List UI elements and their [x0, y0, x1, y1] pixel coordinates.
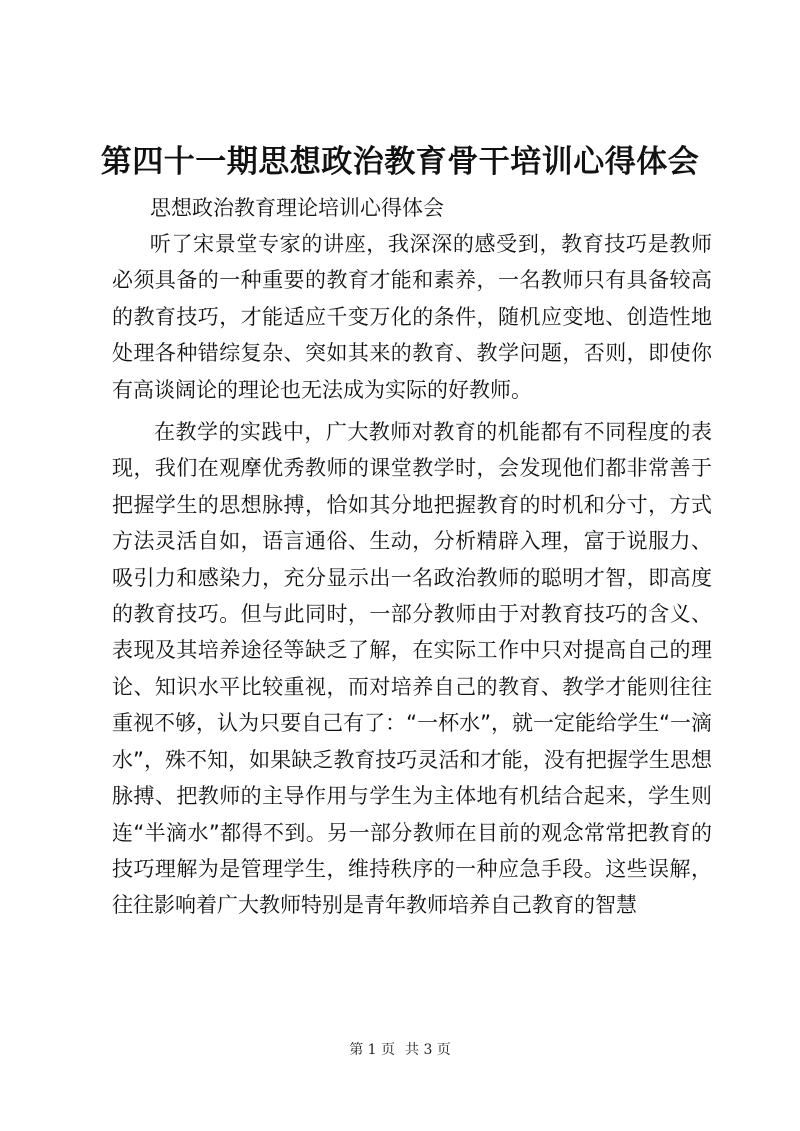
paragraph: 在教学的实践中，广大教师对教育的机能都有不同程度的表现，我们在观摩优秀教师的课堂教学时，会发现他们都非常善于把握学生的思想脉搏，恰如其分地把握教育的时机和分寸，方式方法灵活自如，语言通俗、生动，分析精辟入理，富于说服力、吸引力和感染力，充分显示出一名政治教师的聪明才智，即高度的教育技巧。但与此同时，一部分教师由于对教育技巧的含义、表现及其培养途径等缺乏了解，在实际工作中只对提高自己的理论、知识水平比较重视，而对培养自己的教育、教学才能则往往重视不够，认为只要自己有了：“一杯水”，就一定能给学生“一滴水”，殊不知，如果缺乏教育技巧灵活和才能，没有把握学生思想脉搏、把教师的主导作用与学生为主体地有机结合起来，学生则连“半滴水”都得不到。另一部分教师在目前的观念常常把教育的技巧理解为是管理学生，维持秩序的一种应急手段。这些误解，往往影响着广大教师特别是青年教师培养自己教育的智慧: [112, 420, 712, 918]
page-footer: [0, 1040, 800, 1060]
paragraph: 听了宋景堂专家的讲座，我深深的感受到，教育技巧是教师必须具备的一种重要的教育才能和素养，一名教师只有具备较高的教育技巧，才能适应千变万化的条件，随机应变地、创造性地处理各种错综复杂、突如其来的教育、教学问题，否则，即使你有高谈阔论的理论也无法成为实际的好教师。: [112, 232, 712, 402]
document-title: 第四十一期思想政治教育骨干培训心得体会: [100, 144, 700, 180]
document-subtitle: 思想政治教育理论培训心得体会: [150, 196, 444, 220]
document-body: [112, 226, 712, 930]
page-number: 第 1 页: [349, 1042, 395, 1058]
page-total: 共 3 页: [405, 1042, 451, 1058]
